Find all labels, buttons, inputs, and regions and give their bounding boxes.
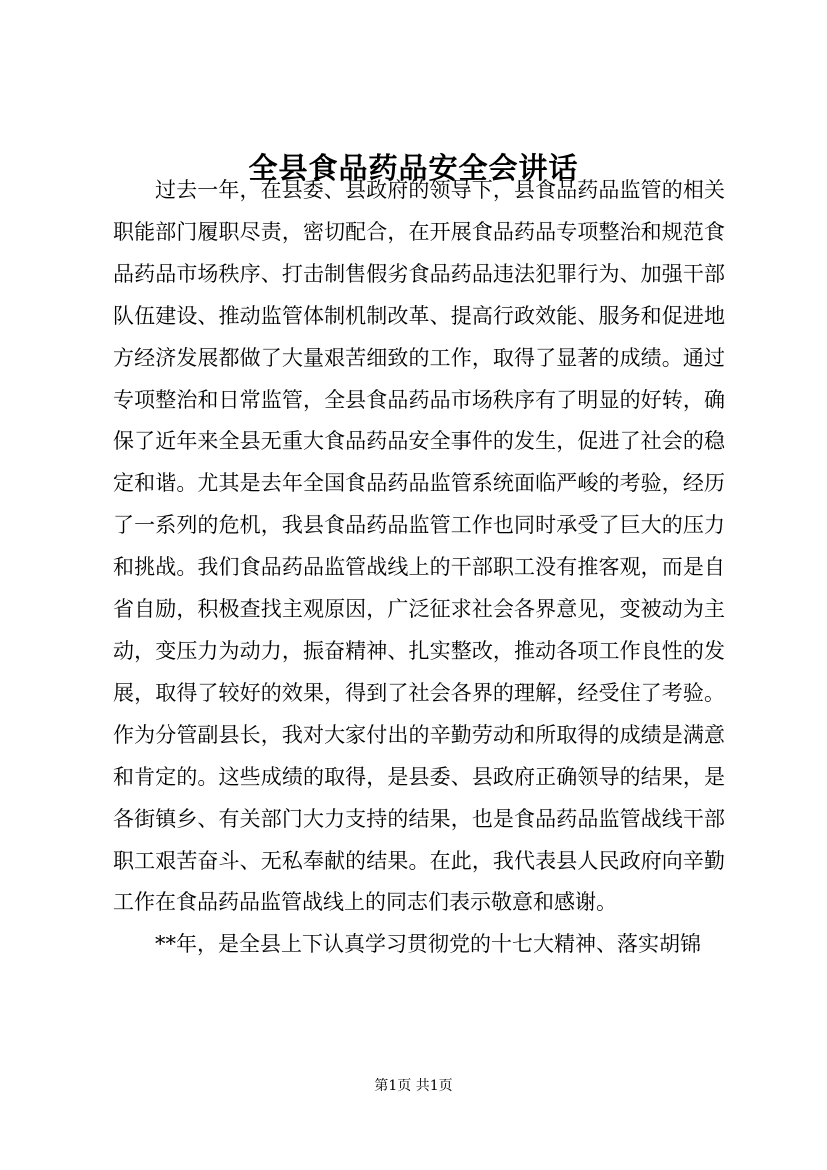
page-footer: 第1页 共1页	[374, 1078, 453, 1094]
document-body	[113, 170, 725, 966]
document-title: 全县食品药品安全会讲话	[248, 151, 579, 185]
paragraph-2: **年，是全县上下认真学习贯彻党的十七大精神、落实胡锦	[155, 932, 701, 957]
paragraph-1: 过去一年，在县委、县政府的领导下，县食品药品监管的相关职能部门履职尽责，密切配合，在开展食品药品专项整治和规范食品药品市场秩序、打击制售假劣食品药品违法犯罪行为、加强干部队伍建设、推动监管体制机制改革、提高行政效能、服务和促进地方经济发展都做了大量艰苦细致的工作，取得了显著的成绩。通过专项整治和日常监管，全县食品药品市场秩序有了明显的好转，确保了近年来全县无重大食品药品安全事件的发生，促进了社会的稳定和谐。尤其是去年全国食品药品监管系统面临严峻的考验，经历了一系列的危机，我县食品药品监管工作也同时承受了巨大的压力和挑战。我们食品药品监管战线上的干部职工没有推客观，而是自省自励，积极查找主观原因，广泛征求社会各界意见，变被动为主动，变压力为动力，振奋精神、扎实整改，推动各项工作良性的发展，取得了较好的效果，得到了社会各界的理解，经受住了考验。作为分管副县长，我对大家付出的辛勤劳动和所取得的成绩是满意和肯定的。这些成绩的取得，是县委、县政府正确领导的结果，是各街镇乡、有关部门大力支持的结果，也是食品药品监管战线干部职工艰苦奋斗、无私奉献的结果。在此，我代表县人民政府向辛勤工作在食品药品监管战线上的同志们表示敬意和感谢。	[113, 178, 725, 915]
